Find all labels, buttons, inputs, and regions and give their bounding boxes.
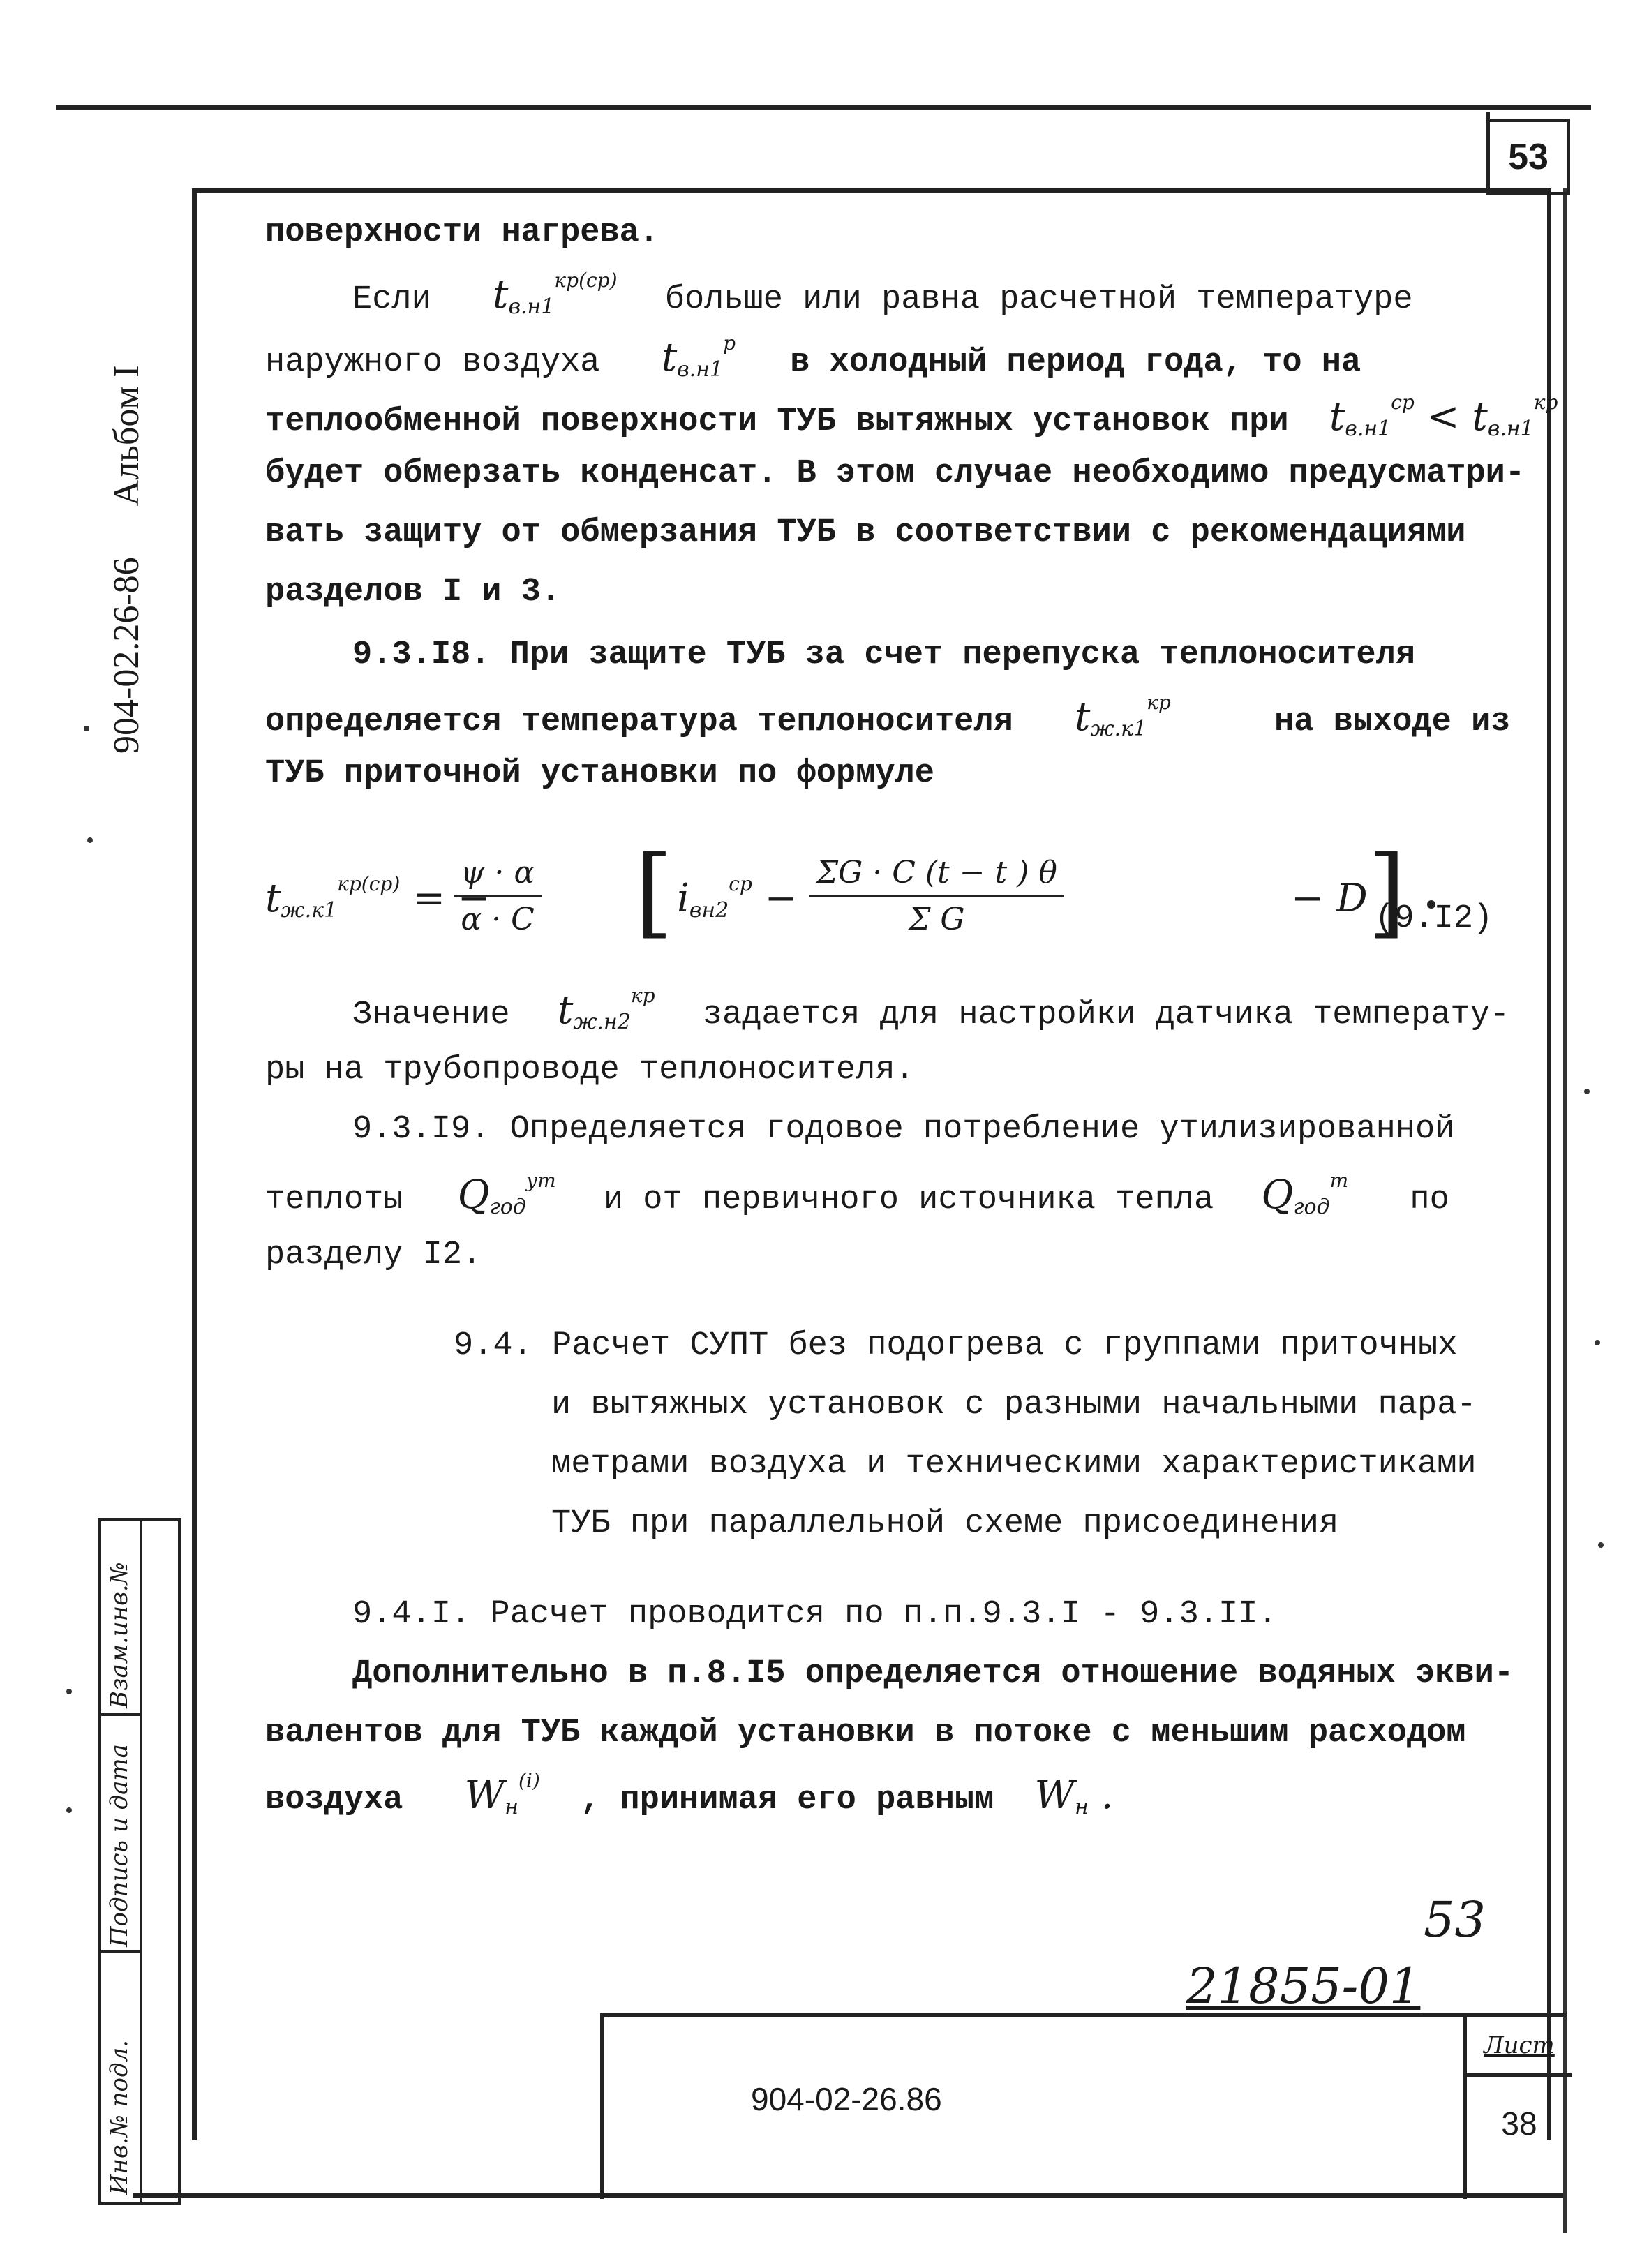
- formula-inner-fraction: $\frac{\Sigma G \cdot C (t - t ) \theta}{\text{Σ G}}$: [809, 855, 1064, 937]
- top-rule: [56, 105, 1591, 110]
- section-heading-line-2: и вытяжных установок с разными начальными пара-: [551, 1387, 1477, 1424]
- stamp-label-replace: Взам.инв.№: [105, 1562, 133, 1708]
- handwritten-page-number: 53: [1424, 1891, 1486, 1948]
- side-code: 904-02.26-86: [107, 557, 147, 754]
- sheet-cell: [1463, 2017, 1572, 2199]
- line-12: ры на трубопроводе теплоносителя.: [265, 1052, 915, 1089]
- page-number-box: [1486, 119, 1570, 195]
- line-8: 9.3.I8. При защите ТУБ за счет перепуска теплоносителя: [352, 636, 1416, 673]
- line-17: Дополнительно в п.8.I5 определяется отношение водяных экви-: [352, 1655, 1514, 1692]
- line-1: поверхности нагрева.: [265, 214, 659, 251]
- line-13: 9.3.I9. Определяется годовое потребление утилизированной: [352, 1111, 1455, 1148]
- line-16: 9.4.I. Расчет проводится по п.п.9.3.I - 9.3.II.: [352, 1596, 1278, 1633]
- line-3: наружного воздуха $tв.н1^р$ в холодный период года, то на: [265, 331, 1361, 382]
- side-caption: [106, 323, 147, 754]
- line-19: воздуха $Wн^{(i)}$ , принимая его равным Wн .: [265, 1769, 1114, 1819]
- sheet-number: 38: [1501, 2105, 1537, 2142]
- line-15: разделу I2.: [265, 1237, 482, 1274]
- equation-number: (9.I2): [1375, 900, 1493, 937]
- document-code: 904-02-26.86: [751, 2081, 942, 2117]
- section-heading-line-3: метрами воздуха и техническими характеристиками: [551, 1446, 1477, 1483]
- line-6: вать защиту от обмерзания ТУБ в соответствии с рекомендациями: [265, 514, 1466, 551]
- page-number: 53: [1508, 137, 1549, 177]
- formula-9-12: $tж.к1^{кр(ср)}$ = − $\frac{\psi \cdot \alpha}{\alpha \cdot C}$ [ $iвн2^{ср}$ − $\frac{\Sigma G \cdot C (t - t ) \theta}{\text{Σ G}}$ − D ]: [265, 848, 1507, 960]
- section-heading-line-4: ТУБ при параллельной схеме присоединения: [551, 1505, 1339, 1542]
- section-heading-line-1: 9.4. Расчет СУПТ без подогрева с группами приточных: [454, 1327, 1458, 1364]
- side-album: Альбом I: [107, 365, 147, 507]
- sheet-label: Лист: [1467, 2017, 1572, 2077]
- line-2: Если $tв.н1^{кр(ср)}$ больше или равна расчетной температуре: [352, 269, 1413, 319]
- line-11: Значение $tж.н2^{кр}$ задается для настройки датчика температу-: [352, 984, 1510, 1034]
- line-5: будет обмерзать конденсат. В этом случае необходимо предусматри-: [265, 455, 1525, 492]
- title-block: [600, 2013, 1567, 2199]
- line-10: ТУБ приточной установки по формуле: [265, 755, 934, 792]
- formula-lhs: $tж.к1^{кр(ср)}$ = −: [265, 872, 491, 923]
- line-4: теплообменной поверхности ТУБ вытяжных установок при $tв.н1^{ср} < tв.н1^{кр}$: [265, 391, 1558, 441]
- handwritten-document-number: 21855-01: [1186, 1957, 1421, 2015]
- stamp-label-inv: Инв.№ подл.: [105, 2040, 133, 2195]
- stamp-label-signature: Подпись и дата: [105, 1744, 133, 1947]
- formula-coefficient: $\frac{\psi \cdot \alpha}{\alpha \cdot C}$: [454, 855, 542, 937]
- line-7: разделов I и 3.: [265, 574, 561, 611]
- stamp-column: [98, 1518, 181, 2205]
- frame-right-line: [1563, 188, 1567, 2233]
- line-18: валентов для ТУБ каждой установки в потоке с меньшим расходом: [265, 1715, 1466, 1752]
- line-9: определяется температура теплоносителя $tж.к1^{кр}$ на выходе из: [265, 691, 1511, 741]
- line-14: теплоты Qгод$^{ут}$ и от первичного источника тепла Qгод$^т$ по: [265, 1169, 1449, 1219]
